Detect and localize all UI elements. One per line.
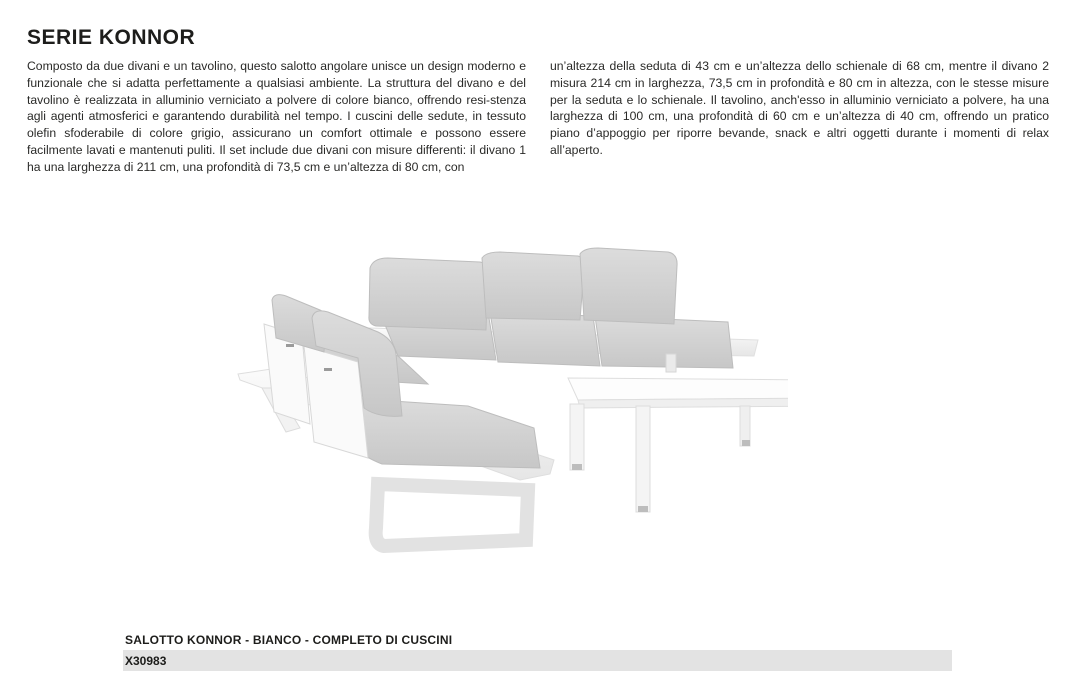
product-code: X30983 — [125, 654, 167, 668]
page-title: SERIE KONNOR — [27, 26, 196, 49]
product-code-bar — [123, 650, 952, 671]
product-name: SALOTTO KONNOR - BIANCO - COMPLETO DI CUSCINI — [125, 633, 453, 647]
product-photo — [228, 228, 788, 558]
description-column-right: un’altezza della seduta di 43 cm e un’altezza dello schienale di 68 cm, mentre il divano 2 misura 214 cm in larghezza, 73,5 cm in profondità e 80 cm in altezza, con le stesse misure per la seduta e lo schienale. Il tavolino, anch'esso in alluminio verniciato a polvere, ha una larghezza di 100 cm, una profondità di 60 cm e un’altezza di 40 cm, offrendo un pratico piano d’appoggio per riporre bevande, snack e altri oggetti durante i momenti di relax all’aperto. — [550, 59, 1049, 157]
description-column-left: Composto da due divani e un tavolino, questo salotto angolare unisce un design moderno e funzionale che si adatta perfettamente a qualsiasi ambiente. La struttura del divano e del tavolino è realizzata in alluminio verniciato a polvere di colore bianco, offrendo resi-stenza agli agenti atmosferici e garantendo durabilità nel tempo. I cuscini delle sedute, in tessuto olefin sfoderabile di colore grigio, assicurano un comfort ottimale e possono essere facilmente lavati e mantenuti puliti. Il set include due divani con misure differenti: il divano 1 ha una larghezza di 211 cm, una profondità di 73,5 cm e un’altezza di 80 cm, con — [27, 59, 526, 174]
